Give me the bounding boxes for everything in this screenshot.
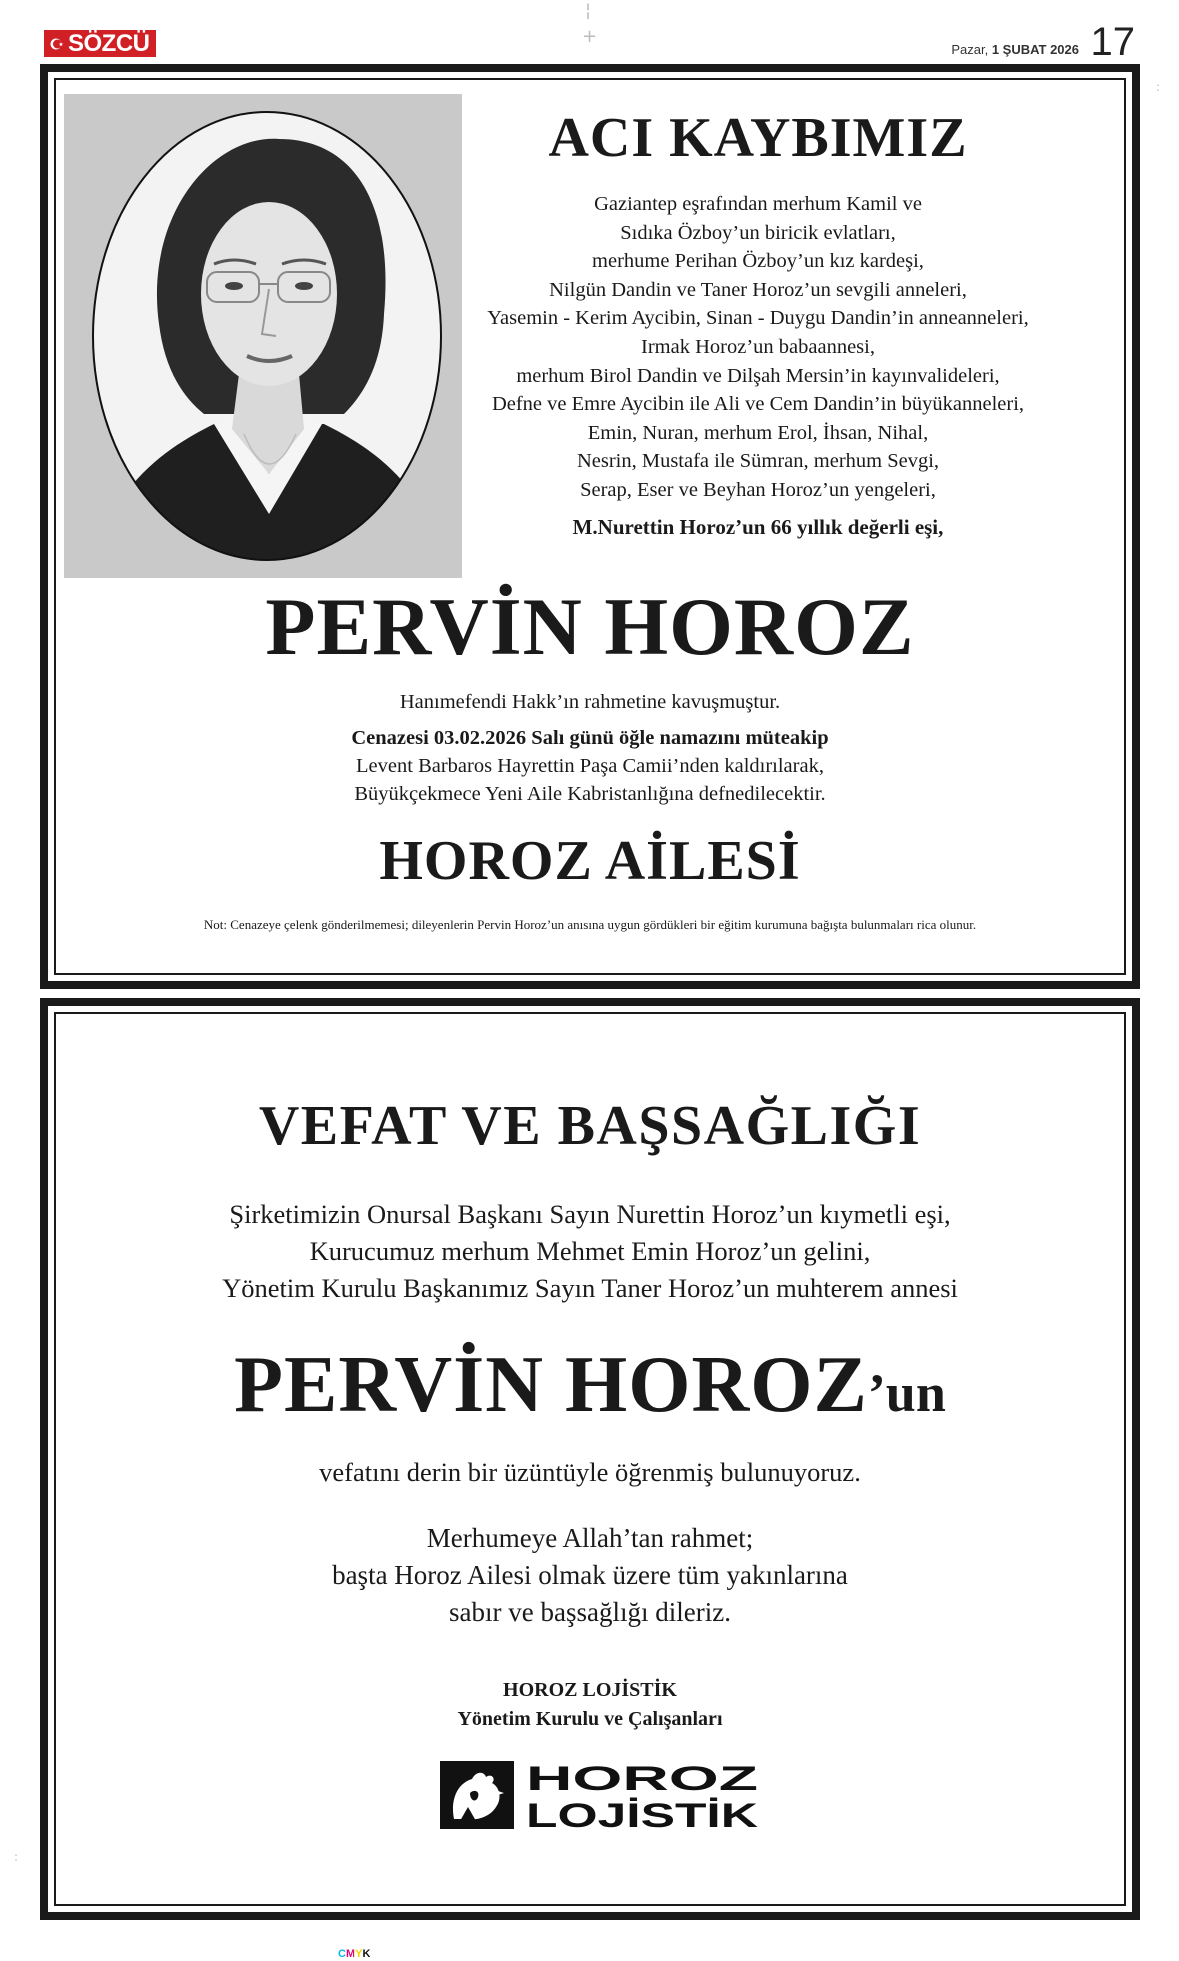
issue-date — [951, 42, 1079, 57]
relation-line: Nilgün Dandin ve Taner Horoz’un sevgili anneleri, — [549, 278, 967, 301]
obituary-ad — [40, 64, 1140, 989]
signature-staff: Yönetim Kurulu ve Çalışanları — [457, 1708, 723, 1730]
relation-line: Gaziantep eşrafından merhum Kamil ve — [594, 193, 922, 215]
date-value: 1 ŞUBAT 2026 — [991, 42, 1079, 57]
funeral-info — [48, 724, 1132, 808]
relation-line: Irmak Horoz’un babaannesi, — [641, 335, 875, 358]
family-signature: HOROZ AİLESİ — [379, 830, 801, 892]
funeral-line: Levent Barbaros Hayrettin Paşa Camii’nden kaldırılarak, — [356, 755, 824, 777]
registration-mark-icon: : — [14, 1850, 19, 1864]
crescent-star-icon — [50, 37, 64, 51]
relation-line: Emin, Nuran, merhum Erol, İhsan, Nihal, — [587, 421, 929, 444]
sozcu-logo[interactable] — [44, 30, 156, 57]
deceased-name: PERVİN HOROZ — [265, 581, 915, 672]
note-line: Not: Cenazeye çelenk gönderilmemesi; dileyenlerin Pervin Horoz’un anısına uygun gördükleri bir eğitim kurumuna bağışta bulunmaları rica olunur. — [203, 917, 977, 932]
funeral-line: Büyükçekmece Yeni Aile Kabristanlığına defnedilecektir. — [354, 783, 826, 805]
company-signature — [48, 1676, 1132, 1734]
ad2-intro — [48, 1196, 1132, 1307]
portrait-oval — [64, 94, 462, 578]
spouse-line: M.Nurettin Horoz’un 66 yıllık değerli eşi, — [572, 515, 944, 539]
condolence-ad — [40, 998, 1140, 1920]
relations-list — [428, 190, 1088, 505]
relation-line: Nesrin, Mustafa ile Sümran, merhum Sevgi, — [576, 450, 940, 473]
wish-line: sabır ve başsağlığı dileriz. — [449, 1597, 731, 1627]
ad1-title: ACI KAYBIMIZ — [548, 107, 968, 169]
signature-company: HOROZ LOJİSTİK — [503, 1679, 677, 1701]
relation-line: Yasemin - Kerim Aycibin, Sinan - Duygu Dandin’in anneanneleri, — [487, 307, 1029, 330]
cmyk-mark — [338, 1948, 370, 1960]
vefat-line: vefatını derin bir üzüntüyle öğrenmiş bulunuyoruz. — [319, 1457, 861, 1487]
wish-line: Merhumeye Allah’tan rahmet; — [426, 1523, 754, 1553]
intro-line: Şirketimizin Onursal Başkanı Sayın Nurettin Horoz’un kıymetli eşi, — [229, 1199, 951, 1229]
name-text: PERVİN HOROZ — [234, 1341, 868, 1429]
portrait-photo — [64, 94, 462, 578]
logo-word-1: HOROZ — [526, 1760, 758, 1798]
wish-line: başta Horoz Ailesi olmak üzere tüm yakınlarına — [332, 1560, 848, 1590]
name-suffix: ’un — [867, 1363, 946, 1423]
registration-mark-icon: + — [582, 26, 598, 47]
relation-line: merhume Perihan Özboy’un kız kardeşi, — [592, 250, 924, 273]
cmyk-text: CMYK — [338, 1948, 371, 1960]
masthead — [0, 0, 1179, 62]
intro-line: Kurucumuz merhum Mehmet Emin Horoz’un gelini, — [309, 1236, 871, 1266]
passed-line: Hanımefendi Hakk’ın rahmetine kavuşmuştur. — [399, 691, 781, 713]
ad2-wishes — [48, 1520, 1132, 1631]
logo-text: SÖZCÜ — [68, 30, 150, 57]
relation-line: Defne ve Emre Aycibin ile Ali ve Cem Dandin’in büyükanneleri, — [491, 393, 1025, 416]
horoz-lojistik-logo — [440, 1759, 762, 1831]
deceased-name-2 — [48, 1340, 1132, 1431]
date-day: Pazar, — [951, 42, 989, 57]
intro-line: Yönetim Kurulu Başkanımız Sayın Taner Horoz’un muhterem annesi — [222, 1273, 958, 1303]
logo-word-2: LOJİSTİK — [526, 1797, 759, 1831]
relation-line: Serap, Eser ve Beyhan Horoz’un yengeleri, — [580, 478, 936, 501]
funeral-line: Cenazesi 03.02.2026 Salı günü öğle namazını müteakip — [351, 727, 829, 749]
page-number: 17 — [1090, 20, 1135, 64]
relation-line: Sıdıka Özboy’un biricik evlatları, — [620, 221, 896, 244]
registration-mark-icon: : — [1156, 80, 1161, 94]
registration-mark-icon: ¦ — [585, 0, 592, 21]
relation-line: merhum Birol Dandin ve Dilşah Mersin’in kayınvalideleri, — [516, 364, 1000, 387]
ad2-title: VEFAT VE BAŞSAĞLIĞI — [258, 1095, 922, 1157]
